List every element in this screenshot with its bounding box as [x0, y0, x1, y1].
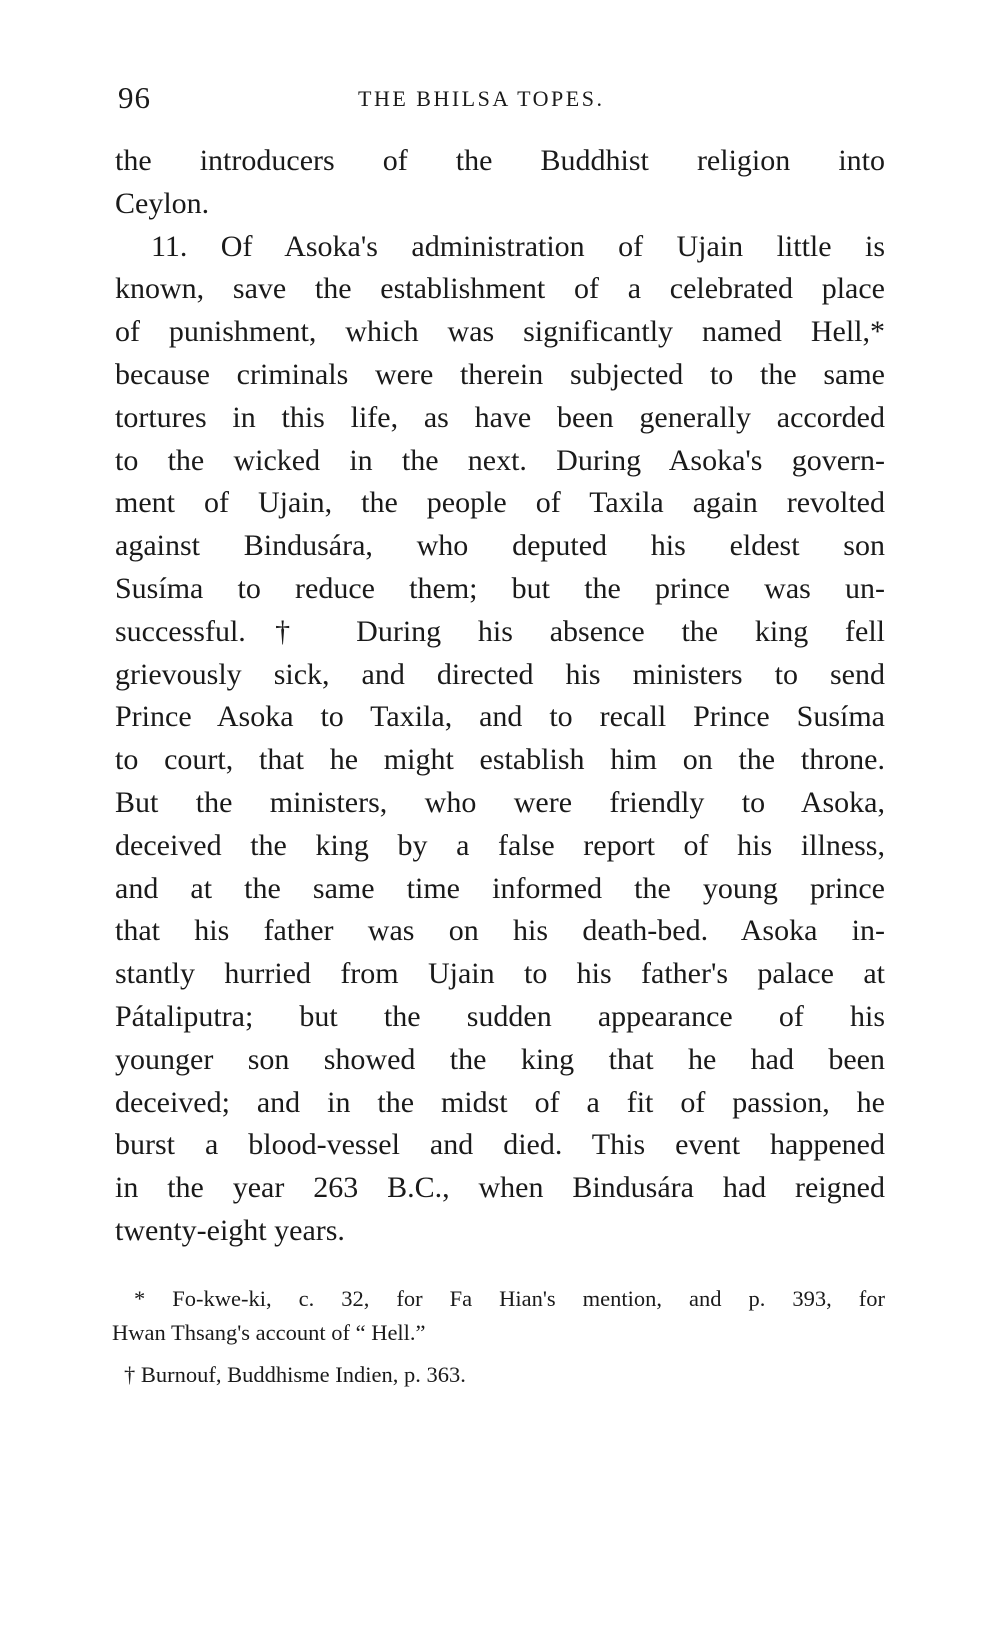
footnote-1-line-2: Hwan Thsang's account of “ Hell.”	[112, 1320, 426, 1345]
text-line: deceived the king by a false report of his illness,	[115, 828, 885, 862]
text-line: tortures in this life, as have been generally accorded	[115, 400, 885, 434]
footnote-2: † Burnouf, Buddhisme Indien, p. 363.	[124, 1362, 466, 1387]
text-line: because criminals were therein subjected to the same	[115, 357, 885, 391]
text-line: grievously sick, and directed his ministers to send	[115, 657, 885, 691]
text-line: successful.† During his absence the king fell	[115, 614, 885, 648]
paragraph-start-line: 11. Of Asoka's administration of Ujain little is	[151, 229, 885, 263]
text-line: known, save the establishment of a celebrated place	[115, 272, 885, 306]
page-number: 96	[118, 80, 151, 115]
text-line: the introducers of the Buddhist religion into	[115, 144, 885, 177]
text-line: that his father was on his death-bed. Asoka in-	[115, 914, 885, 948]
text-line: and at the same time informed the young prince	[115, 871, 885, 905]
text-line: to court, that he might establish him on the throne.	[115, 743, 885, 777]
text-line: in the year 263 B.C., when Bindusára had reigned	[115, 1171, 885, 1205]
footnotes	[112, 1282, 885, 1392]
text-line: stantly hurried from Ujain to his father's palace at	[115, 957, 885, 991]
text-line: Prince Asoka to Taxila, and to recall Prince Susíma	[115, 700, 885, 734]
text-line: Ceylon.	[115, 186, 210, 220]
footnote-1-line-1: * Fo-kwe-ki, c. 32, for Fa Hian's mention, and p. 393, for	[134, 1286, 885, 1311]
text-line: But the ministers, who were friendly to Asoka,	[115, 785, 885, 819]
text-line: to the wicked in the next. During Asoka's govern-	[115, 443, 885, 477]
footnote-gap	[112, 1350, 885, 1358]
text-line: deceived; and in the midst of a fit of passion, he	[115, 1085, 885, 1119]
text-line: Pátaliputra; but the sudden appearance of his	[115, 999, 885, 1033]
text-line: twenty-eight years.	[115, 1213, 345, 1247]
text-line: against Bindusára, who deputed his eldest son	[115, 529, 885, 563]
text-line: ment of Ujain, the people of Taxila again revolted	[115, 486, 885, 520]
running-title: THE BHILSA TOPES.	[358, 86, 605, 111]
text-line: burst a blood-vessel and died. This event happened	[115, 1128, 885, 1162]
text-line: of punishment, which was significantly named Hell,*	[115, 315, 885, 349]
body-text	[115, 140, 885, 1253]
text-line: Susíma to reduce them; but the prince was un-	[115, 571, 885, 605]
text-line: younger son showed the king that he had been	[115, 1042, 885, 1076]
running-head	[118, 80, 888, 120]
